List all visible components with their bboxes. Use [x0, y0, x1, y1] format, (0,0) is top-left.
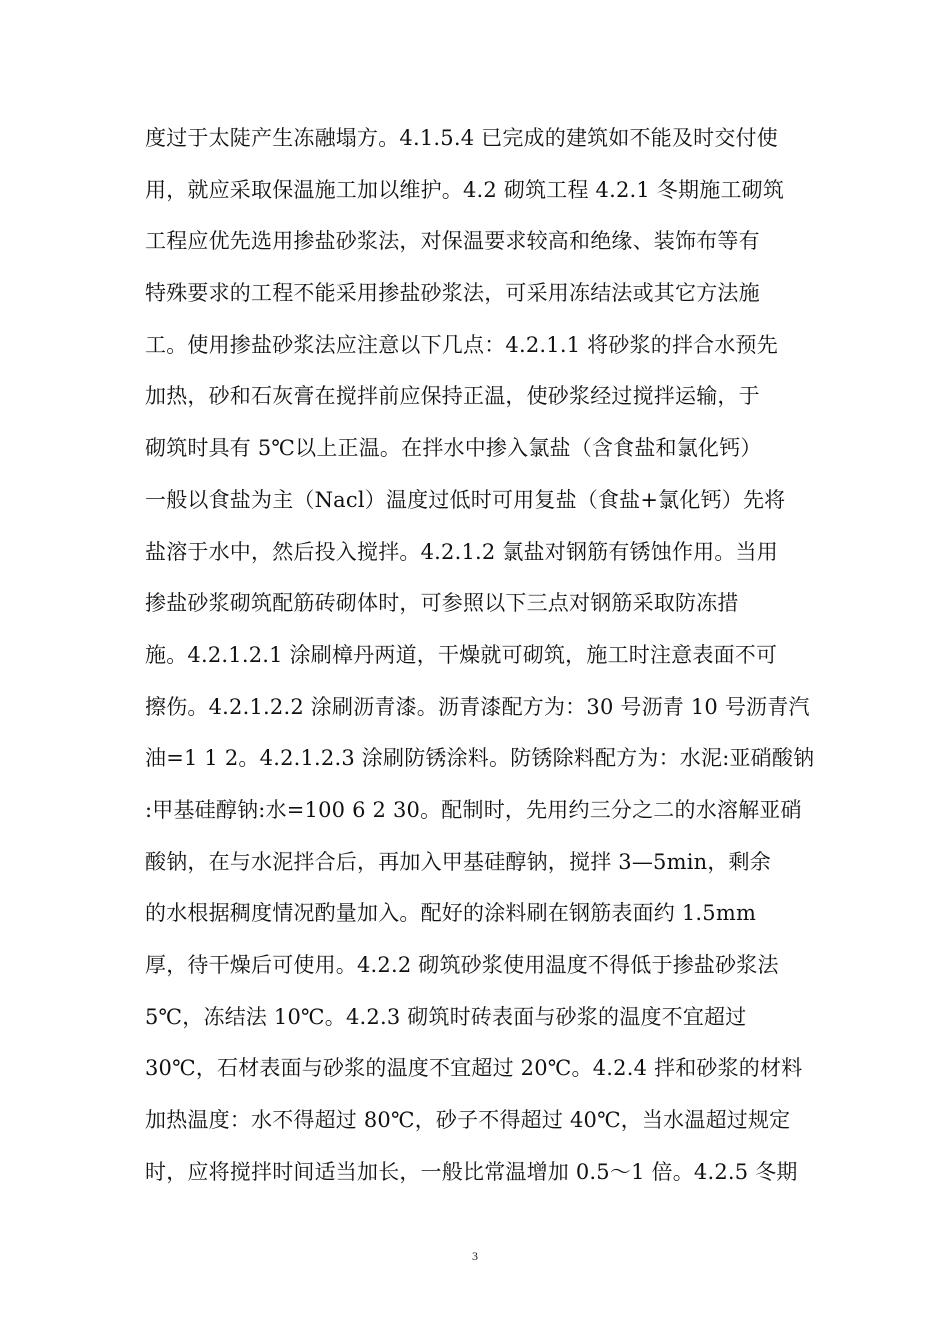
text-line: 特殊要求的工程不能采用掺盐砂浆法，可采用冻结法或其它方法施	[145, 281, 760, 306]
body-text	[145, 118, 825, 1203]
text-line: 5℃，冻结法 10℃。4.2.3 砌筑时砖表面与砂浆的温度不宜超过	[145, 1004, 747, 1029]
text-line: 厚，待干燥后可使用。4.2.2 砌筑砂浆使用温度不得低于掺盐砂浆法	[145, 953, 779, 977]
text-line: 一般以食盐为主（Nacl）温度过低时可用复盐（食盐+氯化钙）先将	[145, 487, 786, 512]
text-line: 加热温度：水不得超过 80℃，砂子不得超过 40℃，当水温超过规定	[145, 1108, 791, 1133]
text-line: :甲基硅醇钠:水=100 6 2 30。配制时，先用约三分之二的水溶解亚硝	[145, 797, 802, 822]
text-line: 施。4.2.1.2.1 涂刷樟丹两道，干燥就可砌筑，施工时注意表面不可	[145, 642, 778, 667]
page-number: 3	[472, 1249, 478, 1263]
text-line: 砌筑时具有 5℃以上正温。在拌水中掺入氯盐（含食盐和氯化钙）	[145, 436, 762, 461]
text-line: 时，应将搅拌时间适当加长，一般比常温增加 0.5～1 倍。4.2.5 冬期	[145, 1159, 798, 1184]
text-line: 酸钠，在与水泥拌合后，再加入甲基硅醇钠，搅拌 3—5min，剩余	[145, 849, 771, 874]
text-line: 用，就应采取保温施工加以维护。4.2 砌筑工程 4.2.1 冬期施工砌筑	[145, 177, 785, 202]
text-line: 加热，砂和石灰膏在搅拌前应保持正温，使砂浆经过搅拌运输，于	[145, 384, 760, 409]
text-line: 30℃，石材表面与砂浆的温度不宜超过 20℃。4.2.4 拌和砂浆的材料	[145, 1056, 803, 1081]
text-line: 盐溶于水中，然后投入搅拌。4.2.1.2 氯盐对钢筋有锈蚀作用。当用	[145, 539, 778, 564]
text-line: 工。使用掺盐砂浆法应注意以下几点：4.2.1.1 将砂浆的拌合水预先	[145, 332, 778, 357]
text-line: 油=1 1 2。4.2.1.2.3 涂刷防锈涂料。防锈除料配方为：水泥:亚硝酸钠	[145, 746, 815, 771]
text-line: 掺盐砂浆砌筑配筋砖砌体时，可参照以下三点对钢筋采取防冻措	[145, 591, 739, 616]
text-line: 工程应优先选用掺盐砂浆法，对保温要求较高和绝缘、装饰布等有	[145, 229, 760, 254]
text-line: 擦伤。4.2.1.2.2 涂刷沥青漆。沥青漆配方为：30 号沥青 10 号沥青汽	[145, 694, 810, 719]
text-line: 度过于太陡产生冻融塌方。4.1.5.4 已完成的建筑如不能及时交付使	[145, 126, 778, 150]
text-line: 的水根据稠度情况酌量加入。配好的涂料刷在钢筋表面约 1.5mm	[145, 901, 757, 926]
